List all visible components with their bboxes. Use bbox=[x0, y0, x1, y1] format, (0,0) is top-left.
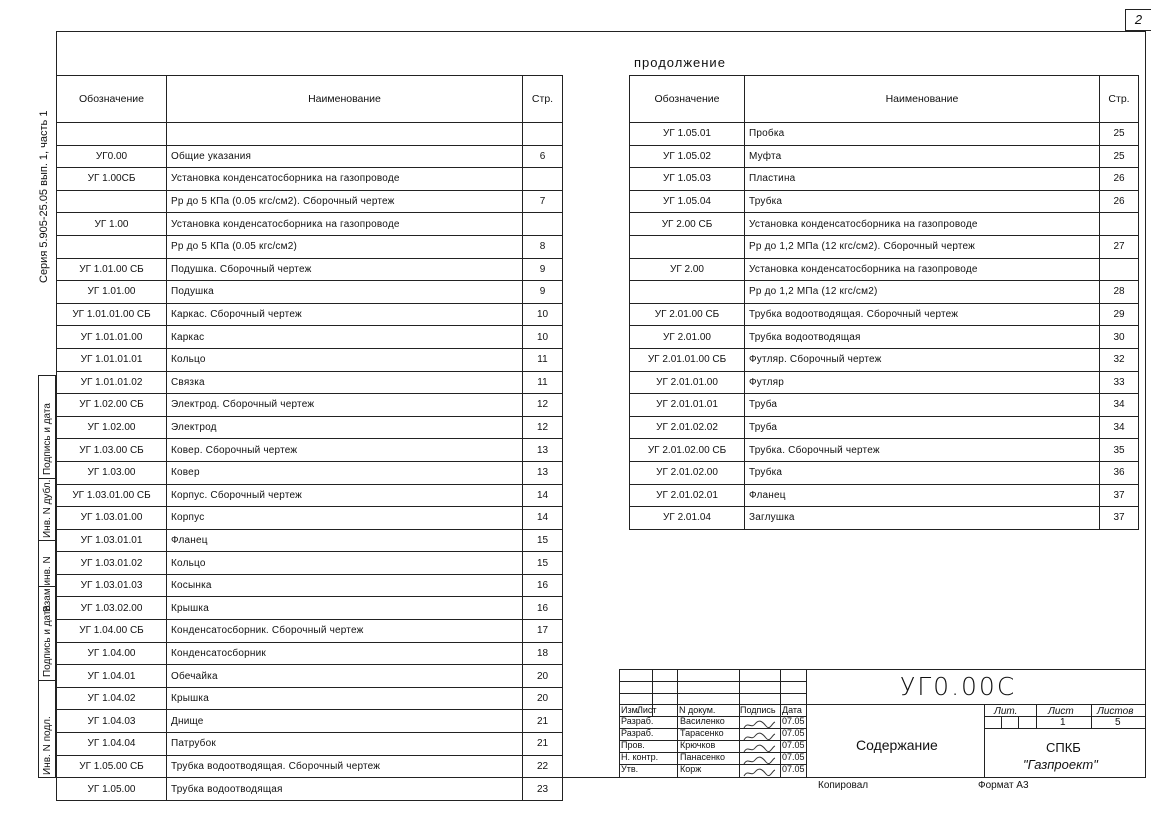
row-code: УГ 1.03.01.00 СБ bbox=[57, 484, 167, 507]
row-code: УГ 1.05.00 СБ bbox=[57, 755, 167, 778]
row-code bbox=[57, 190, 167, 213]
row-page: 34 bbox=[1100, 394, 1139, 417]
row-name: Корпус. Сборочный чертеж bbox=[167, 484, 523, 507]
row-name bbox=[167, 123, 523, 146]
table-row bbox=[57, 145, 563, 168]
tb-col-date: Дата bbox=[782, 705, 802, 715]
table-row bbox=[57, 258, 563, 281]
row-name: Рр до 1,2 МПа (12 кгс/см2). Сборочный чертеж bbox=[745, 235, 1100, 258]
table-row bbox=[57, 484, 563, 507]
tb-col-signature: Подпись bbox=[740, 705, 776, 715]
row-page: 11 bbox=[523, 348, 563, 371]
row-code: УГ 2.01.00 bbox=[630, 326, 745, 349]
stamp-field-podpis-2: Подпись и дата bbox=[42, 403, 53, 475]
row-name: Связка bbox=[167, 371, 523, 394]
row-code: УГ0.00 bbox=[57, 145, 167, 168]
copied-label: Копировал bbox=[818, 780, 869, 791]
table-row bbox=[57, 710, 563, 733]
row-code: УГ 1.05.03 bbox=[630, 168, 745, 191]
table-row bbox=[57, 552, 563, 575]
row-name: Труба bbox=[745, 394, 1100, 417]
table-row bbox=[57, 755, 563, 778]
row-code: УГ 1.04.00 СБ bbox=[57, 620, 167, 643]
table-row bbox=[57, 597, 563, 620]
row-name: Установка конденсатосборника на газопроводе bbox=[167, 168, 523, 191]
row-page: 35 bbox=[1100, 439, 1139, 462]
row-code: УГ 2.00 СБ bbox=[630, 213, 745, 236]
table-row bbox=[630, 348, 1139, 371]
row-code: УГ 2.01.02.00 СБ bbox=[630, 439, 745, 462]
table-row bbox=[630, 235, 1139, 258]
row-name: Фланец bbox=[167, 529, 523, 552]
contents-table-left bbox=[56, 75, 563, 801]
row-code: УГ 2.01.02.01 bbox=[630, 484, 745, 507]
row-page: 11 bbox=[523, 371, 563, 394]
row-page: 17 bbox=[523, 620, 563, 643]
table-row bbox=[630, 416, 1139, 439]
table-row bbox=[57, 123, 563, 146]
sheet-number: 2 bbox=[1125, 9, 1151, 31]
table-row bbox=[57, 574, 563, 597]
signer-date: 07.05 bbox=[782, 740, 805, 750]
sheets-value: 5 bbox=[1115, 717, 1121, 728]
header-page: Стр. bbox=[523, 76, 563, 123]
row-page: 22 bbox=[523, 755, 563, 778]
row-code: УГ 2.01.00 СБ bbox=[630, 303, 745, 326]
table-row bbox=[57, 439, 563, 462]
row-name: Трубка водоотводящая. Сборочный чертеж bbox=[167, 755, 523, 778]
table-row bbox=[57, 394, 563, 417]
row-page: 33 bbox=[1100, 371, 1139, 394]
table-row bbox=[630, 190, 1139, 213]
row-code: УГ 1.04.01 bbox=[57, 665, 167, 688]
tb-col-sheet: Лист bbox=[637, 705, 657, 715]
signature-mark bbox=[742, 729, 776, 739]
row-name: Трубка. Сборочный чертеж bbox=[745, 439, 1100, 462]
row-page: 20 bbox=[523, 687, 563, 710]
signer-role: Пров. bbox=[621, 740, 645, 750]
row-name: Кольцо bbox=[167, 552, 523, 575]
header-code: Обозначение bbox=[630, 76, 745, 123]
row-code bbox=[57, 235, 167, 258]
row-name: Установка конденсатосборника на газопроводе bbox=[745, 213, 1100, 236]
row-name: Футляр. Сборочный чертеж bbox=[745, 348, 1100, 371]
table-row bbox=[57, 235, 563, 258]
table-row bbox=[630, 123, 1139, 146]
format-label: Формат А3 bbox=[978, 780, 1029, 791]
row-code: УГ 1.01.01.02 bbox=[57, 371, 167, 394]
row-name: Ковер bbox=[167, 461, 523, 484]
table-row bbox=[57, 733, 563, 756]
row-code: УГ 2.01.01.00 СБ bbox=[630, 348, 745, 371]
header-page: Стр. bbox=[1100, 76, 1139, 123]
row-code: УГ 2.01.04 bbox=[630, 507, 745, 530]
row-page: 13 bbox=[523, 439, 563, 462]
table-row bbox=[630, 145, 1139, 168]
row-page: 26 bbox=[1100, 168, 1139, 191]
table-row bbox=[57, 348, 563, 371]
row-name: Конденсатосборник. Сборочный чертеж bbox=[167, 620, 523, 643]
row-page: 27 bbox=[1100, 235, 1139, 258]
stamp-field-vzam-inv: Взам инв. N bbox=[42, 556, 53, 612]
signer-role: Утв. bbox=[621, 764, 639, 774]
row-name: Каркас. Сборочный чертеж bbox=[167, 303, 523, 326]
row-code: УГ 1.01.01.01 bbox=[57, 348, 167, 371]
row-page: 26 bbox=[1100, 190, 1139, 213]
table-row bbox=[57, 371, 563, 394]
row-name: Корпус bbox=[167, 507, 523, 530]
row-code: УГ 1.04.03 bbox=[57, 710, 167, 733]
signer-role: Разраб. bbox=[621, 716, 654, 726]
row-page: 37 bbox=[1100, 507, 1139, 530]
signer-date: 07.05 bbox=[782, 764, 805, 774]
row-code: УГ 1.01.00 bbox=[57, 281, 167, 304]
table-row bbox=[630, 439, 1139, 462]
row-code bbox=[630, 235, 745, 258]
row-page: 37 bbox=[1100, 484, 1139, 507]
row-page: 16 bbox=[523, 597, 563, 620]
table-row bbox=[630, 258, 1139, 281]
row-name: Крышка bbox=[167, 687, 523, 710]
contents-table-right bbox=[629, 75, 1139, 530]
row-code: УГ 2.01.01.01 bbox=[630, 394, 745, 417]
series-label: Серия 5.905-25.05 вып. 1, часть 1 bbox=[38, 110, 50, 283]
row-code: УГ 1.03.01.00 bbox=[57, 507, 167, 530]
row-code: УГ 1.03.00 bbox=[57, 461, 167, 484]
table-row bbox=[57, 461, 563, 484]
row-page bbox=[523, 213, 563, 236]
row-code: УГ 1.05.02 bbox=[630, 145, 745, 168]
table-row bbox=[57, 326, 563, 349]
row-code: УГ 1.03.02.00 bbox=[57, 597, 167, 620]
row-page: 32 bbox=[1100, 348, 1139, 371]
tb-col-change: Изм. bbox=[621, 705, 641, 715]
signer-date: 07.05 bbox=[782, 716, 805, 726]
row-name: Трубка bbox=[745, 190, 1100, 213]
row-name: Конденсатосборник bbox=[167, 642, 523, 665]
signer-role: Н. контр. bbox=[621, 752, 659, 762]
row-code: УГ 1.00 bbox=[57, 213, 167, 236]
row-page bbox=[1100, 258, 1139, 281]
table-row bbox=[57, 416, 563, 439]
row-page: 7 bbox=[523, 190, 563, 213]
row-code: УГ 2.01.02.00 bbox=[630, 461, 745, 484]
row-name: Заглушка bbox=[745, 507, 1100, 530]
row-code: УГ 1.03.00 СБ bbox=[57, 439, 167, 462]
row-code: УГ 1.00СБ bbox=[57, 168, 167, 191]
table-row bbox=[630, 281, 1139, 304]
row-name: Ковер. Сборочный чертеж bbox=[167, 439, 523, 462]
table-row bbox=[57, 665, 563, 688]
row-code: УГ 1.04.04 bbox=[57, 733, 167, 756]
row-page: 10 bbox=[523, 303, 563, 326]
row-name: Косынка bbox=[167, 574, 523, 597]
table-row bbox=[630, 484, 1139, 507]
table-row bbox=[630, 303, 1139, 326]
row-page bbox=[523, 123, 563, 146]
row-page: 8 bbox=[523, 235, 563, 258]
table-row bbox=[630, 326, 1139, 349]
header-name: Наименование bbox=[745, 76, 1100, 123]
row-code: УГ 1.01.00 СБ bbox=[57, 258, 167, 281]
row-code: УГ 1.03.01.01 bbox=[57, 529, 167, 552]
row-name: Труба bbox=[745, 416, 1100, 439]
row-page: 13 bbox=[523, 461, 563, 484]
signer-name: Крючков bbox=[680, 740, 716, 750]
sheet-label: Лист bbox=[1048, 706, 1074, 717]
row-name: Трубка водоотводящая. Сборочный чертеж bbox=[745, 303, 1100, 326]
row-name: Муфта bbox=[745, 145, 1100, 168]
row-name: Электрод. Сборочный чертеж bbox=[167, 394, 523, 417]
row-page: 10 bbox=[523, 326, 563, 349]
signer-name: Панасенко bbox=[680, 752, 725, 762]
table-row bbox=[57, 281, 563, 304]
row-page: 12 bbox=[523, 394, 563, 417]
table-row bbox=[57, 529, 563, 552]
row-code: УГ 2.01.01.00 bbox=[630, 371, 745, 394]
table-row bbox=[57, 620, 563, 643]
row-name: Трубка bbox=[745, 461, 1100, 484]
signer-date: 07.05 bbox=[782, 728, 805, 738]
row-code: УГ 1.02.00 bbox=[57, 416, 167, 439]
row-code: УГ 1.01.01.00 СБ bbox=[57, 303, 167, 326]
row-code: УГ 1.05.04 bbox=[630, 190, 745, 213]
row-name: Трубка водоотводящая bbox=[167, 778, 523, 801]
sheets-label: Листов bbox=[1097, 706, 1134, 717]
header-name: Наименование bbox=[167, 76, 523, 123]
signer-name: Корж bbox=[680, 764, 702, 774]
row-name: Футляр bbox=[745, 371, 1100, 394]
row-page: 21 bbox=[523, 710, 563, 733]
row-page bbox=[523, 168, 563, 191]
row-page bbox=[1100, 213, 1139, 236]
sheet-value: 1 bbox=[1060, 717, 1066, 728]
table-row bbox=[57, 778, 563, 801]
row-page: 21 bbox=[523, 733, 563, 756]
signer-name: Тарасенко bbox=[680, 728, 724, 738]
row-name: Пластина bbox=[745, 168, 1100, 191]
table-row bbox=[630, 507, 1139, 530]
continuation-caption: продолжение bbox=[634, 55, 726, 70]
signature-mark bbox=[742, 717, 776, 727]
header-code: Обозначение bbox=[57, 76, 167, 123]
table-row bbox=[630, 168, 1139, 191]
table-row bbox=[57, 213, 563, 236]
row-page: 36 bbox=[1100, 461, 1139, 484]
row-name: Общие указания bbox=[167, 145, 523, 168]
row-page: 23 bbox=[523, 778, 563, 801]
row-page: 29 bbox=[1100, 303, 1139, 326]
stamp-field-podpis-1: Подпись и дата bbox=[42, 605, 53, 677]
row-page: 28 bbox=[1100, 281, 1139, 304]
row-name: Установка конденсатосборника на газопроводе bbox=[167, 213, 523, 236]
stamp-field-inv-podl: Инв. N подл. bbox=[42, 716, 53, 775]
table-row bbox=[57, 507, 563, 530]
row-page: 25 bbox=[1100, 123, 1139, 146]
row-code: УГ 1.04.00 bbox=[57, 642, 167, 665]
row-page: 34 bbox=[1100, 416, 1139, 439]
signer-date: 07.05 bbox=[782, 752, 805, 762]
table-row bbox=[57, 168, 563, 191]
row-page: 6 bbox=[523, 145, 563, 168]
row-page: 12 bbox=[523, 416, 563, 439]
designation: УГ0.00С bbox=[900, 672, 1017, 701]
row-name: Обечайка bbox=[167, 665, 523, 688]
row-page: 20 bbox=[523, 665, 563, 688]
row-page: 15 bbox=[523, 529, 563, 552]
row-page: 30 bbox=[1100, 326, 1139, 349]
signer-role: Разраб. bbox=[621, 728, 654, 738]
table-row bbox=[630, 213, 1139, 236]
signature-mark bbox=[742, 753, 776, 763]
organization-line2: "Газпроект" bbox=[1023, 757, 1098, 772]
row-code bbox=[630, 281, 745, 304]
row-code: УГ 1.03.01.03 bbox=[57, 574, 167, 597]
row-code: УГ 1.01.01.00 bbox=[57, 326, 167, 349]
row-page: 9 bbox=[523, 258, 563, 281]
signer-name: Василенко bbox=[680, 716, 725, 726]
row-name: Рр до 1,2 МПа (12 кгс/см2) bbox=[745, 281, 1100, 304]
tb-col-docno: N докум. bbox=[679, 705, 716, 715]
table-row bbox=[630, 461, 1139, 484]
row-page: 9 bbox=[523, 281, 563, 304]
table-row bbox=[57, 642, 563, 665]
row-code: УГ 2.01.02.02 bbox=[630, 416, 745, 439]
row-code: УГ 1.02.00 СБ bbox=[57, 394, 167, 417]
stamp-field-inv-dubl: Инв. N дубл. bbox=[42, 479, 53, 538]
row-code: УГ 1.04.02 bbox=[57, 687, 167, 710]
row-code: УГ 1.05.00 bbox=[57, 778, 167, 801]
row-code: УГ 1.03.01.02 bbox=[57, 552, 167, 575]
table-row bbox=[57, 190, 563, 213]
row-name: Электрод bbox=[167, 416, 523, 439]
row-page: 14 bbox=[523, 484, 563, 507]
row-page: 15 bbox=[523, 552, 563, 575]
row-page: 18 bbox=[523, 642, 563, 665]
row-code: УГ 1.05.01 bbox=[630, 123, 745, 146]
row-page: 16 bbox=[523, 574, 563, 597]
row-page: 14 bbox=[523, 507, 563, 530]
table-row bbox=[57, 687, 563, 710]
row-name: Фланец bbox=[745, 484, 1100, 507]
signature-mark bbox=[742, 765, 776, 775]
table-row bbox=[630, 371, 1139, 394]
row-name: Каркас bbox=[167, 326, 523, 349]
row-name: Рр до 5 КПа (0.05 кгс/см2) bbox=[167, 235, 523, 258]
row-code bbox=[57, 123, 167, 146]
row-name: Кольцо bbox=[167, 348, 523, 371]
row-name: Крышка bbox=[167, 597, 523, 620]
row-page: 25 bbox=[1100, 145, 1139, 168]
row-name: Пробка bbox=[745, 123, 1100, 146]
row-code: УГ 2.00 bbox=[630, 258, 745, 281]
row-name: Трубка водоотводящая bbox=[745, 326, 1100, 349]
row-name: Днище bbox=[167, 710, 523, 733]
doc-title: Содержание bbox=[856, 737, 938, 753]
row-name: Патрубок bbox=[167, 733, 523, 756]
row-name: Подушка bbox=[167, 281, 523, 304]
signature-mark bbox=[742, 741, 776, 751]
organization-line1: СПКБ bbox=[1046, 740, 1081, 755]
row-name: Подушка. Сборочный чертеж bbox=[167, 258, 523, 281]
table-row bbox=[630, 394, 1139, 417]
row-name: Установка конденсатосборника на газопроводе bbox=[745, 258, 1100, 281]
row-name: Рр до 5 КПа (0.05 кгс/см2). Сборочный чертеж bbox=[167, 190, 523, 213]
stage-label: Лит. bbox=[994, 706, 1018, 717]
table-row bbox=[57, 303, 563, 326]
